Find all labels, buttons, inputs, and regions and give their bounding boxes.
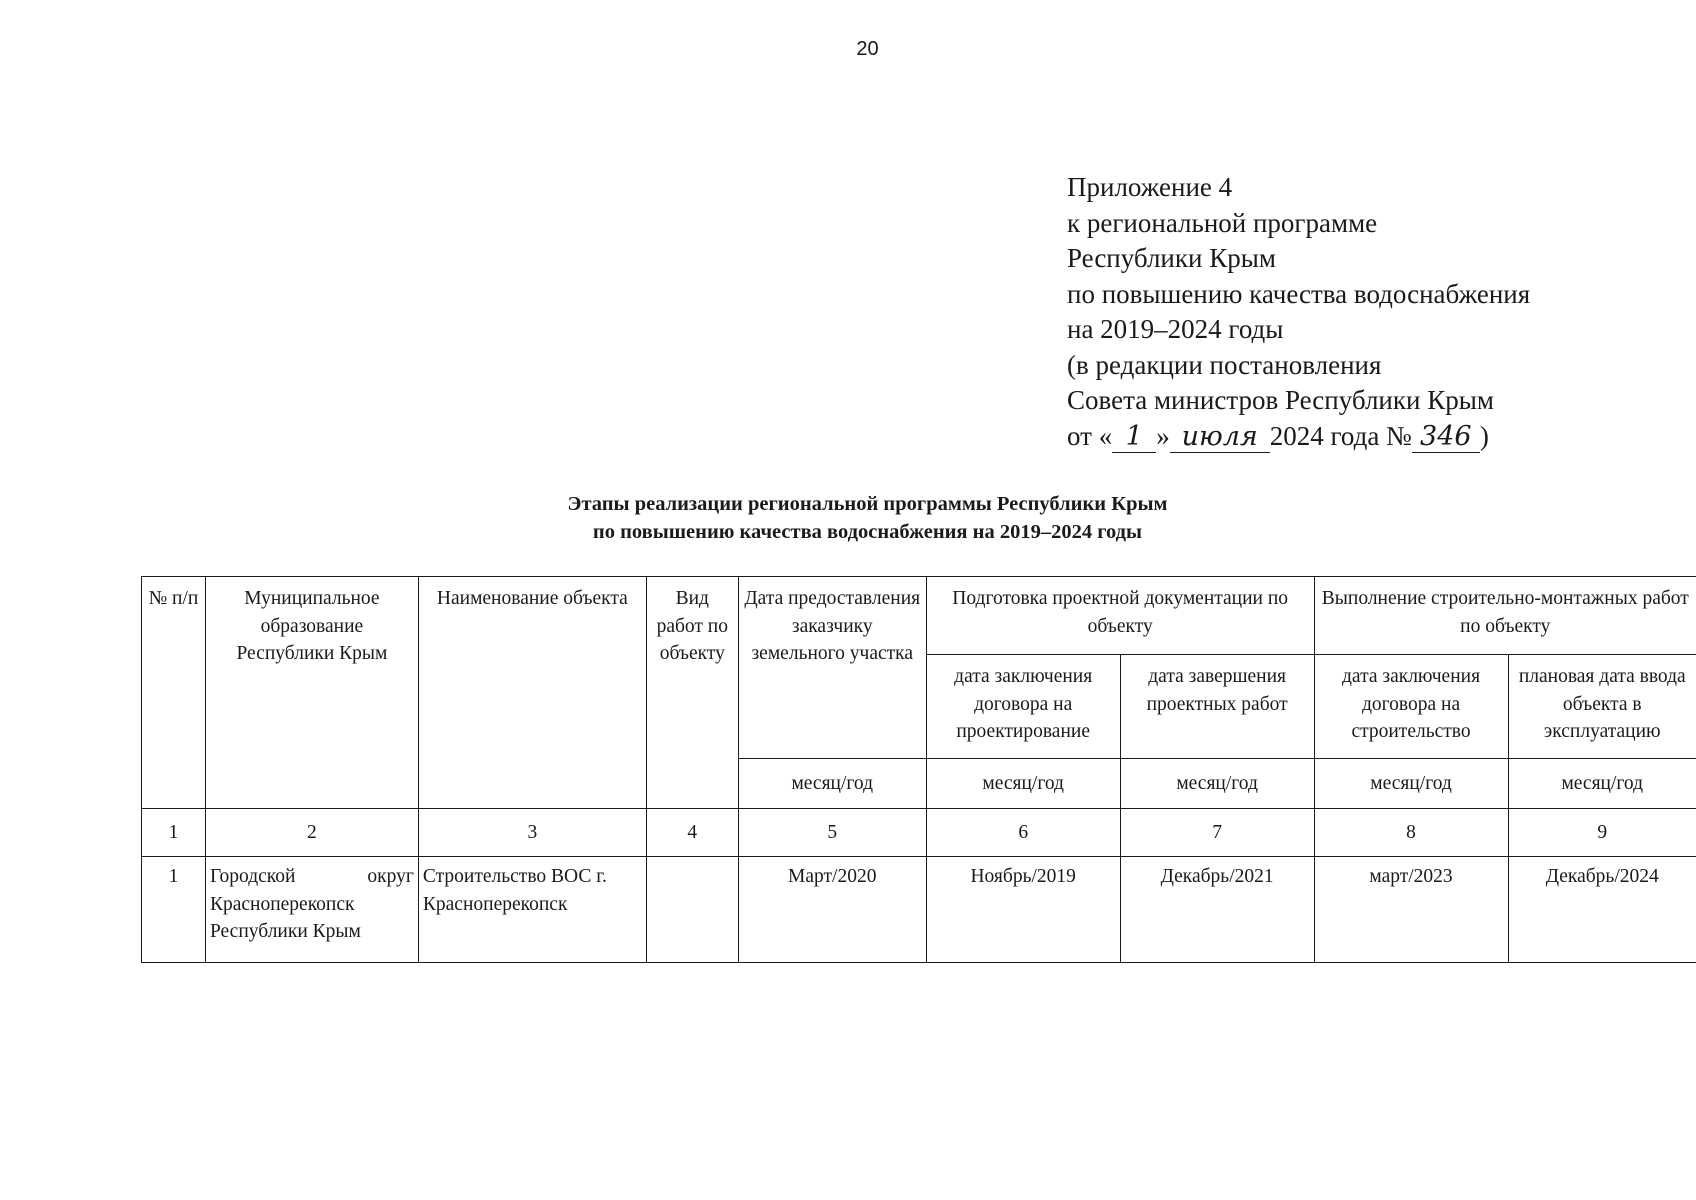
unit-cell: месяц/год: [1120, 759, 1314, 809]
column-number: 3: [418, 809, 646, 857]
header-num: № п/п: [142, 577, 206, 809]
cell-num: 1: [142, 857, 206, 963]
unit-cell: месяц/год: [926, 759, 1120, 809]
appendix-line: по повышению качества водоснабжения: [1067, 278, 1531, 309]
handwritten-number: 346: [1412, 422, 1480, 453]
column-number: 4: [646, 809, 738, 857]
cell-municipality: Городской округ Красноперекопск Республики Крым: [205, 857, 418, 963]
column-number-row: [142, 809, 1696, 857]
cell-land-date: Март/2020: [738, 857, 926, 963]
cell-object-name: Строительство ВОС г. Красноперекопск: [418, 857, 646, 963]
resolution-date-line: [1067, 419, 1530, 455]
document-title: [0, 490, 1696, 546]
handwritten-day: 1: [1112, 422, 1156, 453]
header-design-contract: дата заключения договора на проектирование: [926, 655, 1120, 759]
column-number: 1: [142, 809, 206, 857]
header-municipality: Муниципальное образование Республики Крым: [205, 577, 418, 809]
year-text: 2024 года №: [1269, 420, 1412, 451]
appendix-line: Приложение 4: [1067, 172, 1233, 202]
header-design-completion: дата завершения проектных работ: [1120, 655, 1314, 759]
appendix-line: Совета министров Республики Крым: [1067, 385, 1494, 415]
cell-design-completion: Декабрь/2021: [1120, 857, 1314, 963]
header-construction-group: Выполнение строительно-монтажных работ по объекту: [1314, 577, 1696, 655]
cell-design-contract: Ноябрь/2019: [926, 857, 1120, 963]
cell-work-type: [646, 857, 738, 963]
page-number: 20: [856, 38, 879, 60]
table-row: [142, 857, 1696, 963]
appendix-line: к региональной программе: [1067, 207, 1378, 238]
cell-construction-contract: март/2023: [1314, 857, 1508, 963]
unit-cell: месяц/год: [1508, 759, 1696, 809]
header-design-group: Подготовка проектной документации по объекту: [926, 577, 1314, 655]
title-line-1: Этапы реализации региональной программы Республики Крым: [567, 493, 1168, 515]
header-row: [142, 577, 1696, 655]
header-object-name: Наименование объекта: [418, 577, 646, 809]
date-middle: »: [1156, 420, 1170, 451]
appendix-block: [1067, 170, 1530, 454]
column-number: 9: [1508, 809, 1696, 857]
date-prefix: от «: [1067, 420, 1113, 451]
column-number: 2: [205, 809, 418, 857]
stages-table: [141, 576, 1696, 963]
appendix-line: (в редакции постановления: [1067, 349, 1382, 380]
column-number: 8: [1314, 809, 1508, 857]
date-suffix: ): [1479, 420, 1489, 451]
header-work-type: Вид работ по объекту: [646, 577, 738, 809]
cell-commissioning: Декабрь/2024: [1508, 857, 1696, 963]
column-number: 6: [926, 809, 1120, 857]
column-number: 7: [1120, 809, 1314, 857]
appendix-line: Республики Крым: [1067, 243, 1276, 273]
appendix-line: на 2019–2024 годы: [1067, 314, 1284, 344]
title-line-2: по повышению качества водоснабжения на 2019–2024 годы: [592, 521, 1143, 543]
unit-cell: месяц/год: [1314, 759, 1508, 809]
handwritten-month: июля: [1170, 422, 1270, 453]
header-land-date: Дата предоставления заказчику земельного участка: [738, 577, 926, 759]
unit-cell: месяц/год: [738, 759, 926, 809]
header-commissioning: плановая дата ввода объекта в эксплуатацию: [1508, 655, 1696, 759]
header-construction-contract: дата заключения договора на строительство: [1314, 655, 1508, 759]
column-number: 5: [738, 809, 926, 857]
